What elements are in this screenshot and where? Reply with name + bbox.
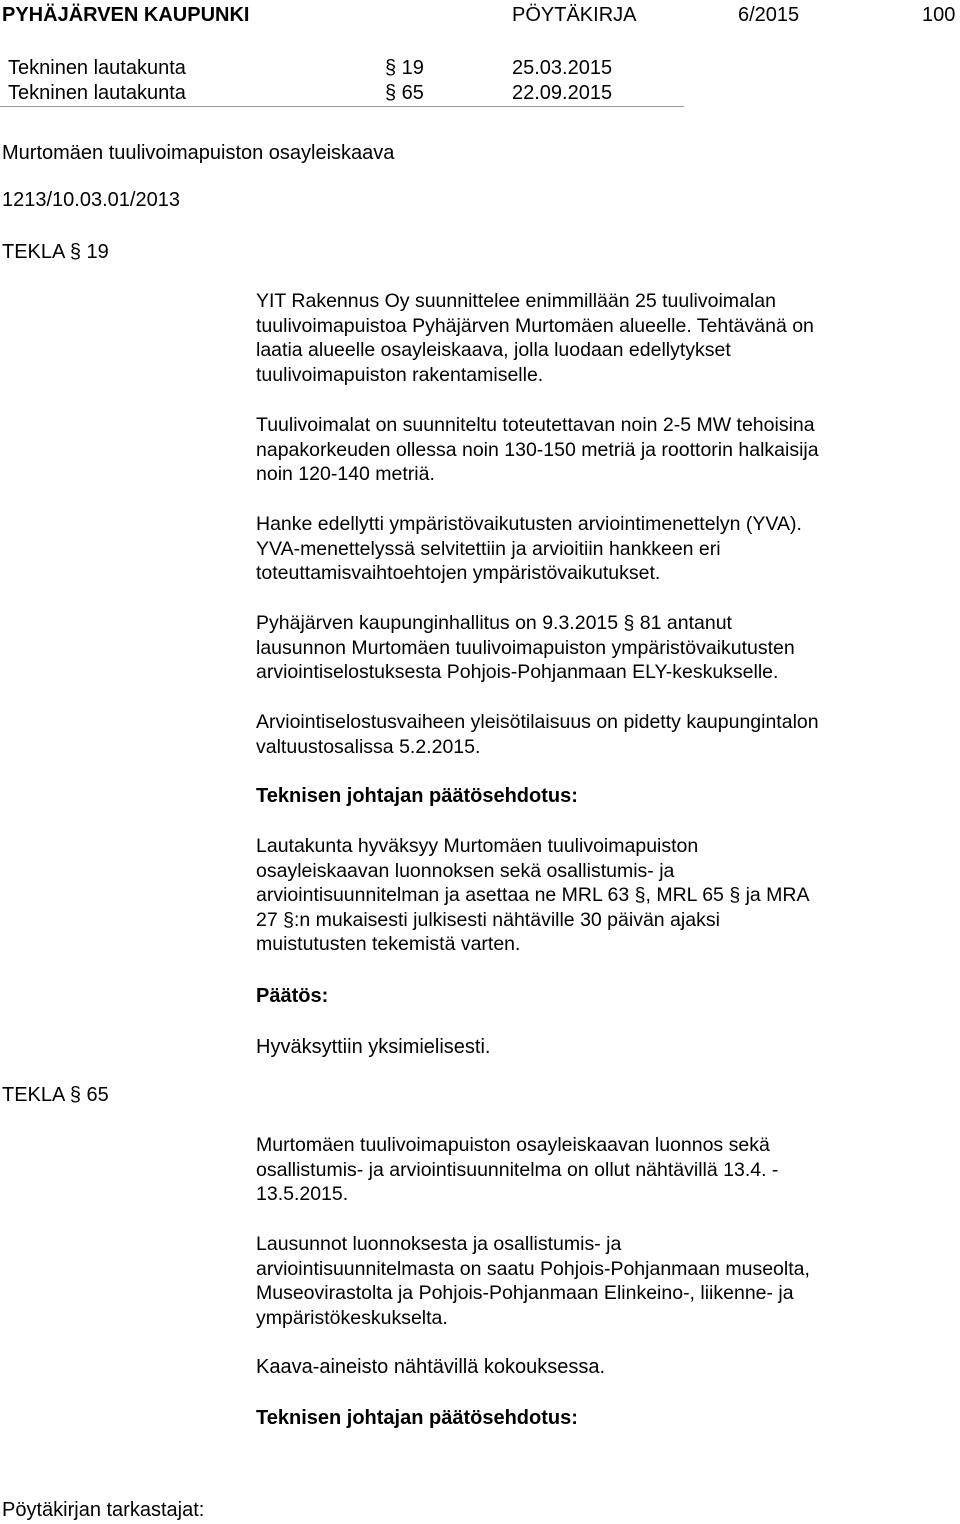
record-number: 1213/10.03.01/2013 bbox=[2, 189, 180, 211]
meeting-body-1: Tekninen lautakunta bbox=[8, 57, 186, 79]
paragraph-display-period: Murtomäen tuulivoimapuiston osayleiskaavan luonnos sekä osallistumis- ja arviointisuunnitelma on ollut nähtävillä 13.4. - 13.5.2015. bbox=[256, 1134, 779, 1205]
decision-text: Hyväksyttiin yksimielisesti. bbox=[256, 1036, 491, 1058]
meeting-date-1: 25.03.2015 bbox=[512, 57, 613, 79]
meeting-body-2: Tekninen lautakunta bbox=[8, 82, 186, 104]
section-label-tekla-65: TEKLA § 65 bbox=[2, 1084, 109, 1106]
proposal-heading-19: Teknisen johtajan päätösehdotus: bbox=[256, 785, 578, 807]
paragraph-city-board-statement: Pyhäjärven kaupunginhallitus on 9.3.2015 § 81 antanut lausunnon Murtomäen tuulivoimapuiston ympäristövaikutusten arviointiselostuksesta Pohjois-Pohjanmaan ELY-keskukselle. bbox=[256, 612, 795, 683]
paragraph-proposal-19: Lautakunta hyväksyy Murtomäen tuulivoimapuiston osayleiskaavan luonnoksen sekä osallistumis- ja arviointisuunnitelman ja asettaa ne MRL 63 §, MRL 65 § ja MRA 27 §:n mukaisesti julkisesti nähtäville 30 päivän ajaksi muistutusten tekemistä varten. bbox=[256, 835, 810, 955]
paragraph-statements: Lausunnot luonnoksesta ja osallistumis- ja arviointisuunnitelmasta on saatu Pohjois-Pohjanmaan museolta, Museovirastolta ja Pohjois-Pohjanmaan Elinkeino-, liikenne- ja ympäristökeskukselta. bbox=[256, 1233, 810, 1329]
header-divider bbox=[0, 106, 684, 107]
matter-title: Murtomäen tuulivoimapuiston osayleiskaava bbox=[2, 142, 395, 164]
paragraph-yva: Hanke edellytti ympäristövaikutusten arviointimenettelyn (YVA). YVA-menettelyssä selvitettiin ja arvioitiin hankkeen eri toteuttamisvaihtoehtojen ympäristövaikutukset. bbox=[256, 513, 802, 584]
reviewers-label: Pöytäkirjan tarkastajat: bbox=[2, 1499, 205, 1521]
paragraph-turbine-specs: Tuulivoimalat on suunniteltu toteutettavan noin 2-5 MW tehoisina napakorkeuden ollessa noin 130-150 metriä ja roottorin halkaisija noin 120-140 metriä. bbox=[256, 414, 819, 485]
paragraph-material-available: Kaava-aineisto nähtävillä kokouksessa. bbox=[256, 1356, 606, 1378]
section-label-tekla-19: TEKLA § 19 bbox=[2, 241, 109, 263]
decision-heading: Päätös: bbox=[256, 985, 329, 1007]
page-number: 100 bbox=[922, 4, 956, 26]
document-number: 6/2015 bbox=[738, 4, 800, 26]
meeting-section-2: § 65 bbox=[385, 82, 424, 104]
paragraph-project-description: YIT Rakennus Oy suunnittelee enimmillään 25 tuulivoimalan tuulivoimapuistoa Pyhäjärven Murtomäen alueelle. Tehtävänä on laatia alueelle osayleiskaava, jolla luodaan edellytykset tuulivoimapuiston rakentamiselle. bbox=[256, 290, 814, 386]
proposal-heading-65: Teknisen johtajan päätösehdotus: bbox=[256, 1407, 578, 1429]
meeting-date-2: 22.09.2015 bbox=[512, 82, 613, 104]
meeting-section-1: § 19 bbox=[385, 57, 424, 79]
city-name: PYHÄJÄRVEN KAUPUNKI bbox=[2, 4, 250, 26]
document-type: PÖYTÄKIRJA bbox=[512, 4, 637, 26]
paragraph-public-event: Arviointiselostusvaiheen yleisötilaisuus on pidetty kaupungintalon valtuustosalissa 5.2.2015. bbox=[256, 711, 819, 758]
